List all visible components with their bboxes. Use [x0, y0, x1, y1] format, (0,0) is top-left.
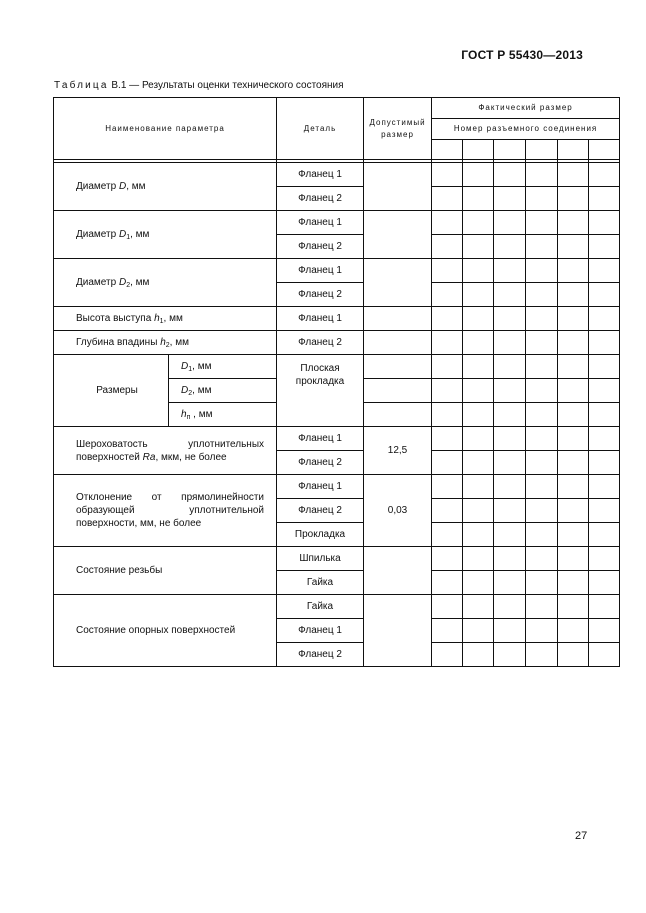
- part-cell: Фланец 1: [277, 475, 364, 499]
- header-actual-size: Фактический размер: [432, 98, 620, 119]
- part-cell: Фланец 2: [277, 451, 364, 475]
- table-caption: [54, 80, 344, 91]
- part-cell: Фланец 1: [277, 211, 364, 235]
- param-diameter-d1: Диаметр $D_1$, мм: [54, 211, 277, 259]
- param-sizes: Размеры: [54, 355, 169, 427]
- results-table: [53, 97, 620, 667]
- document-code: ГОСТ Р 55430—2013: [461, 48, 583, 62]
- allowed-cell: [364, 403, 432, 427]
- part-cell: Шпилька: [277, 547, 364, 571]
- page-number: 27: [575, 830, 588, 842]
- allowed-cell: [364, 259, 432, 307]
- param-groove-depth: Глубина впадины $h_2$, мм: [54, 331, 277, 355]
- part-cell: Фланец 2: [277, 187, 364, 211]
- allowed-cell: [364, 307, 432, 331]
- part-cell: Фланец 2: [277, 283, 364, 307]
- part-cell: Фланец 2: [277, 331, 364, 355]
- header-joint-number: Номер разъемного соединения: [432, 119, 620, 140]
- header-allowed-size: Допустимый размер: [364, 98, 432, 160]
- header-parameter-name: Наименование параметра: [54, 98, 277, 160]
- sub-param-d1: $D_1$, мм: [169, 355, 277, 379]
- part-cell: Фланец 2: [277, 235, 364, 259]
- part-cell: Фланец 1: [277, 307, 364, 331]
- param-straightness: Отклонение от прямолинейности образующей уплотнительной поверхности, мм, не более: [54, 475, 277, 547]
- sub-param-d2: $D_2$, мм: [169, 379, 277, 403]
- part-flat-gasket: Плоская прокладка: [277, 355, 364, 427]
- param-bearing-surface-condition: Состояние опорных поверхностей: [54, 595, 277, 667]
- part-cell: Фланец 1: [277, 163, 364, 187]
- allowed-cell: [364, 595, 432, 667]
- allowed-straightness: 0,03: [364, 475, 432, 547]
- allowed-cell: [364, 211, 432, 259]
- allowed-cell: [364, 379, 432, 403]
- joint-number-cell: [494, 140, 526, 160]
- joint-number-cell: [589, 140, 620, 160]
- allowed-cell: [364, 163, 432, 211]
- joint-number-cell: [432, 140, 463, 160]
- param-roughness: Шероховатость уплотнительных поверхностей Ra, мкм, не более: [54, 427, 277, 475]
- part-cell: Фланец 2: [277, 643, 364, 667]
- allowed-cell: [364, 331, 432, 355]
- joint-number-cell: [558, 140, 589, 160]
- allowed-roughness: 12,5: [364, 427, 432, 475]
- param-diameter-d: Диаметр D, мм: [54, 163, 277, 211]
- part-cell: Гайка: [277, 595, 364, 619]
- sub-param-hp: $h_п$ , мм: [169, 403, 277, 427]
- part-cell: Фланец 1: [277, 427, 364, 451]
- part-cell: Фланец 2: [277, 499, 364, 523]
- allowed-cell: [364, 547, 432, 595]
- joint-number-cell: [463, 140, 494, 160]
- allowed-cell: [364, 355, 432, 379]
- param-diameter-d2: Диаметр $D_2$, мм: [54, 259, 277, 307]
- part-cell: Гайка: [277, 571, 364, 595]
- header-detail: Деталь: [277, 98, 364, 160]
- joint-number-cell: [526, 140, 558, 160]
- caption-prefix: Таблица: [54, 80, 109, 91]
- part-cell: Фланец 1: [277, 259, 364, 283]
- param-thread-condition: Состояние резьбы: [54, 547, 277, 595]
- param-ledge-height: Высота выступа $h_1$, мм: [54, 307, 277, 331]
- part-cell: Прокладка: [277, 523, 364, 547]
- part-cell: Фланец 1: [277, 619, 364, 643]
- caption-title: В.1 — Результаты оценки технического состояния: [108, 80, 344, 91]
